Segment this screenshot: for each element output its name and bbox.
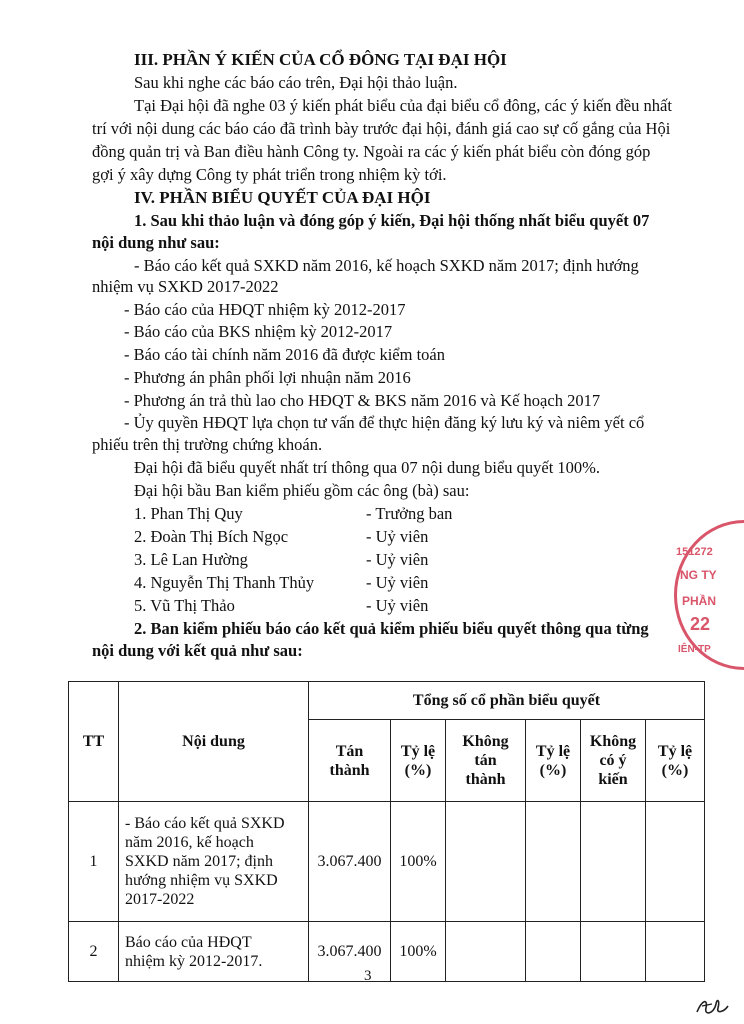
- col-header-tt: TT: [69, 682, 119, 802]
- signature-initials: [694, 994, 730, 1020]
- row-content: [119, 922, 309, 982]
- agenda-item-3: - Báo cáo của BKS nhiệm kỳ 2012-2017: [124, 322, 393, 341]
- section-4-heading: IV. PHẦN BIỂU QUYẾT CỦA ĐẠI HỘI: [134, 188, 431, 207]
- table-row: [69, 922, 705, 982]
- col-header-percent-line-2: (%): [404, 761, 432, 779]
- row-no-opinion-percent: [646, 802, 705, 922]
- seal-text-region: IÊN-TP: [678, 644, 711, 655]
- col-header-percent: [526, 720, 581, 802]
- company-seal: [674, 520, 744, 670]
- row-approve-percent: 100%: [391, 802, 446, 922]
- row-approve: 3.067.400: [309, 922, 391, 982]
- seal-text-shares: PHẦN: [682, 594, 717, 608]
- col-header-percent-line-2: (%): [539, 761, 567, 779]
- row-content-line: hướng nhiệm vụ SXKD: [125, 872, 278, 889]
- col-header-no-opinion-line-1: Không: [589, 733, 637, 750]
- col-header-percent: [646, 720, 705, 802]
- row-content-line: SXKD năm 2017; định: [125, 853, 273, 870]
- row-content-line: - Báo cáo kết quả SXKD: [125, 815, 285, 832]
- col-header-disapprove-line-3: thành: [465, 771, 506, 788]
- row-content-line: nhiệm kỳ 2012-2017.: [125, 952, 263, 970]
- row-no-opinion-percent: [646, 922, 705, 982]
- agenda-item-4: - Báo cáo tài chính năm 2016 đã được kiểm toán: [124, 345, 445, 364]
- vote-results-table: [68, 681, 705, 982]
- row-approve-percent: 100%: [391, 922, 446, 982]
- agenda-item-1-line-2: nhiệm vụ SXKD 2017-2022: [92, 277, 279, 296]
- vote-result-statement: Đại hội đã biểu quyết nhất trí thông qua 07 nội dung biểu quyết 100%.: [134, 458, 601, 477]
- committee-member-role: - Uỷ viên: [366, 550, 429, 569]
- agenda-item-6: - Phương án trả thù lao cho HĐQT & BKS năm 2016 và Kế hoạch 2017: [124, 391, 601, 410]
- agenda-item-2: - Báo cáo của HĐQT nhiệm kỳ 2012-2017: [124, 300, 406, 319]
- col-header-approve: [309, 720, 391, 802]
- col-header-disapprove-line-2: tán: [474, 752, 497, 769]
- row-disapprove-percent: [526, 922, 581, 982]
- section-4-item-1-line-1: 1. Sau khi thảo luận và đóng góp ý kiến, Đại hội thống nhất biểu quyết 07: [134, 211, 650, 230]
- row-tt: 1: [69, 802, 119, 922]
- row-content-line: năm 2016, kế hoạch: [125, 834, 254, 851]
- agenda-item-7-line-2: phiếu trên thị trường chứng khoán.: [92, 435, 323, 454]
- committee-member-name: 5. Vũ Thị Thảo: [134, 596, 235, 615]
- seal-text-company: NG TY: [680, 568, 717, 582]
- seal-text-number: 151272: [676, 546, 713, 558]
- committee-member-name: 4. Nguyễn Thị Thanh Thủy: [134, 573, 315, 592]
- row-no-opinion: [581, 802, 646, 922]
- section-4-item-1-line-2: nội dung như sau:: [92, 233, 220, 252]
- committee-member-name: 1. Phan Thị Quy: [134, 504, 243, 523]
- row-disapprove: [446, 922, 526, 982]
- committee-intro: Đại hội bầu Ban kiểm phiếu gồm các ông (bà) sau:: [134, 481, 470, 500]
- col-header-no-opinion: [581, 720, 646, 802]
- committee-member-role: - Uỷ viên: [366, 527, 429, 546]
- table-row: [69, 802, 705, 922]
- section-3-para-1: Sau khi nghe các báo cáo trên, Đại hội thảo luận.: [134, 73, 458, 92]
- col-header-disapprove: [446, 720, 526, 802]
- row-disapprove: [446, 802, 526, 922]
- col-header-percent-line-1: Tỷ lệ: [400, 742, 436, 760]
- committee-member-role: - Uỷ viên: [366, 573, 429, 592]
- section-3-heading: III. PHẦN Ý KIẾN CỦA CỔ ĐÔNG TẠI ĐẠI HỘI: [134, 50, 507, 69]
- section-3-para-2-line-1: Tại Đại hội đã nghe 03 ý kiến phát biểu của đại biểu cổ đông, các ý kiến đều nhất: [134, 96, 672, 115]
- col-header-approve-line-2: thành: [329, 761, 370, 779]
- row-no-opinion: [581, 922, 646, 982]
- row-content-line: 2017-2022: [125, 891, 195, 908]
- row-tt: 2: [69, 922, 119, 982]
- committee-member-role: - Trưởng ban: [366, 504, 453, 523]
- page-number: 3: [364, 968, 372, 984]
- col-header-disapprove-line-1: Không: [462, 733, 509, 750]
- seal-text-code: 22: [690, 614, 711, 634]
- col-header-approve-line-1: Tán: [335, 742, 364, 760]
- row-approve: 3.067.400: [309, 802, 391, 922]
- row-content-line: Báo cáo của HĐQT: [125, 933, 252, 951]
- agenda-item-1-line-1: - Báo cáo kết quả SXKD năm 2016, kế hoạch SXKD năm 2017; định hướng: [134, 256, 639, 275]
- col-header-percent: [391, 720, 446, 802]
- col-header-total-shares: Tổng số cổ phần biểu quyết: [309, 682, 705, 720]
- committee-member-name: 3. Lê Lan Hường: [134, 550, 248, 569]
- col-header-content: Nội dung: [119, 682, 309, 802]
- row-content: [119, 802, 309, 922]
- section-4-item-2-line-1: 2. Ban kiểm phiếu báo cáo kết quả kiểm phiếu biểu quyết thông qua từng: [134, 619, 649, 638]
- committee-member-name: 2. Đoàn Thị Bích Ngọc: [134, 527, 289, 546]
- col-header-no-opinion-line-2: có ý: [599, 752, 627, 769]
- section-3-para-2-line-4: gợi ý xây dựng Công ty phát triển trong nhiệm kỳ tới.: [92, 165, 447, 184]
- section-3-para-2-line-3: đồng quản trị và Ban điều hành Công ty. Ngoài ra các ý kiến phát biểu còn đóng góp: [92, 142, 651, 161]
- section-3-para-2-line-2: trí với nội dung các báo cáo đã trình bày trước đại hội, đánh giá cao sự cố gắng của Hội: [92, 119, 671, 138]
- col-header-no-opinion-line-3: kiến: [598, 771, 628, 788]
- col-header-percent-line-1: Tỷ lệ: [535, 742, 571, 760]
- col-header-percent-line-2: (%): [661, 761, 689, 779]
- committee-member-role: - Uỷ viên: [366, 596, 429, 615]
- row-disapprove-percent: [526, 802, 581, 922]
- section-4-item-2-line-2: nội dung với kết quả như sau:: [92, 641, 303, 660]
- agenda-item-7-line-1: - Ủy quyền HĐQT lựa chọn tư vấn để thực hiện đăng ký lưu ký và niêm yết cổ: [124, 413, 645, 432]
- col-header-percent-line-1: Tỷ lệ: [657, 742, 693, 760]
- agenda-item-5: - Phương án phân phối lợi nhuận năm 2016: [124, 368, 411, 387]
